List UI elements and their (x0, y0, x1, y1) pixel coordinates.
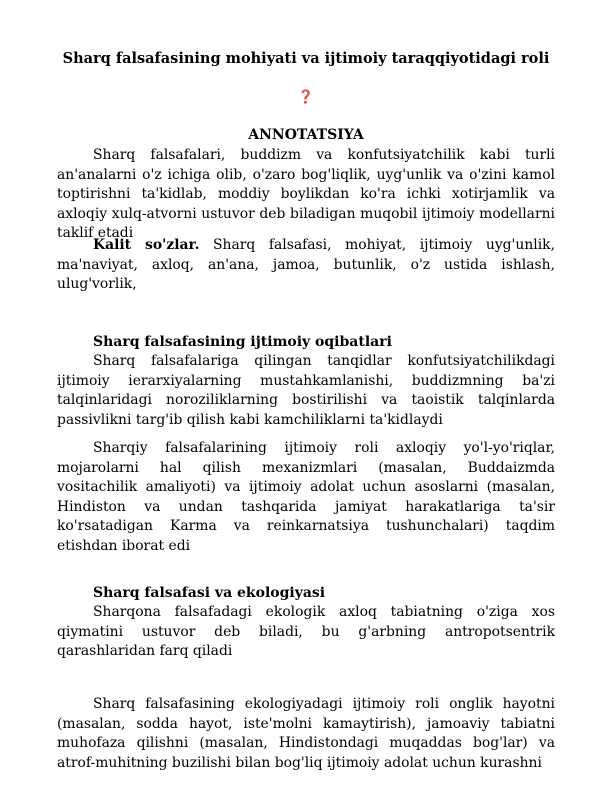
annotation-heading: ANNOTATSIYA (248, 127, 364, 143)
annotation-paragraph: Sharq falsafalari, buddizm va konfutsiyatchilik kabi turli an'analarni o'z ichiga olib, o'zaro bog'liqlik, uyg'unlik va o'zini kamol toptirishni ta'kidlab, moddiy boylikdan ko'ra ichki xotirjamlik va axloqiy xulq-atvorni ustuvor deb biladigan muqobil ijtimoiy modellarni taklif etadi (57, 147, 555, 241)
keywords-paragraph (57, 236, 555, 295)
section1-paragraph-2: Sharqiy falsafalarining ijtimoiy roli axloqiy yo'l-yo'riqlar, mojarolarni hal qilish mexanizmlari (masalan, Buddaizmda vositachilik amaliyoti) va ijtimoiy adolat uchun asoslarni (masalan, Hindiston va undan tashqarida jamiyat harakatlariga ta'sir ko'rsatadigan Karma va reinkarnatsiya tushunchalari) taqdim etishdan iborat edi (57, 440, 555, 554)
keywords-text: Sharq falsafasi, mohiyat, ijtimoiy uyg'unlik, ma'naviyat, axloq, an'ana, jamoa, butunlik, o'z ustida ishlash, ulug'vorlik, (57, 237, 555, 292)
placeholder-glyph-icon: ❓ (297, 90, 315, 105)
document-title: Sharq falsafasining mohiyati va ijtimoiy taraqqiyotidagi roli (62, 50, 550, 67)
section1-paragraph-1: Sharq falsafalariga qilingan tanqidlar konfutsiyatchilikdagi ijtimoiy ierarxiyalarning mustahkamlanishi, buddizmning ba'zi talqinlaridagi noroziliklarning bostirilishi va taoistik talqinlarda passivlikni targ'ib qilish kabi kamchiliklarni ta'kidlaydi (57, 353, 555, 428)
section2-paragraph-1: Sharqona falsafadagi ekologik axloq tabiatning o'ziga xos qiymatini ustuvor deb biladi, bu g'arbning antropotsentrik qarashlaridan farq qiladi (57, 604, 555, 659)
section2-paragraph-2: Sharq falsafasining ekologiyadagi ijtimoiy roli onglik hayotni (masalan, sodda hayot, iste'molni kamaytirish), jamoaviy tabiatni muhofaza qilishni (masalan, Hindistondagi muqaddas bog'lar) va atrof-muhitning buzilishi bilan bog'liq ijtimoiy adolat uchun kurashni (57, 696, 555, 771)
keywords-label: Kalit so'zlar. (93, 237, 200, 253)
section2-heading: Sharq falsafasi va ekologiyasi (93, 585, 326, 601)
section1-heading: Sharq falsafasining ijtimoiy oqibatlari (93, 334, 392, 350)
